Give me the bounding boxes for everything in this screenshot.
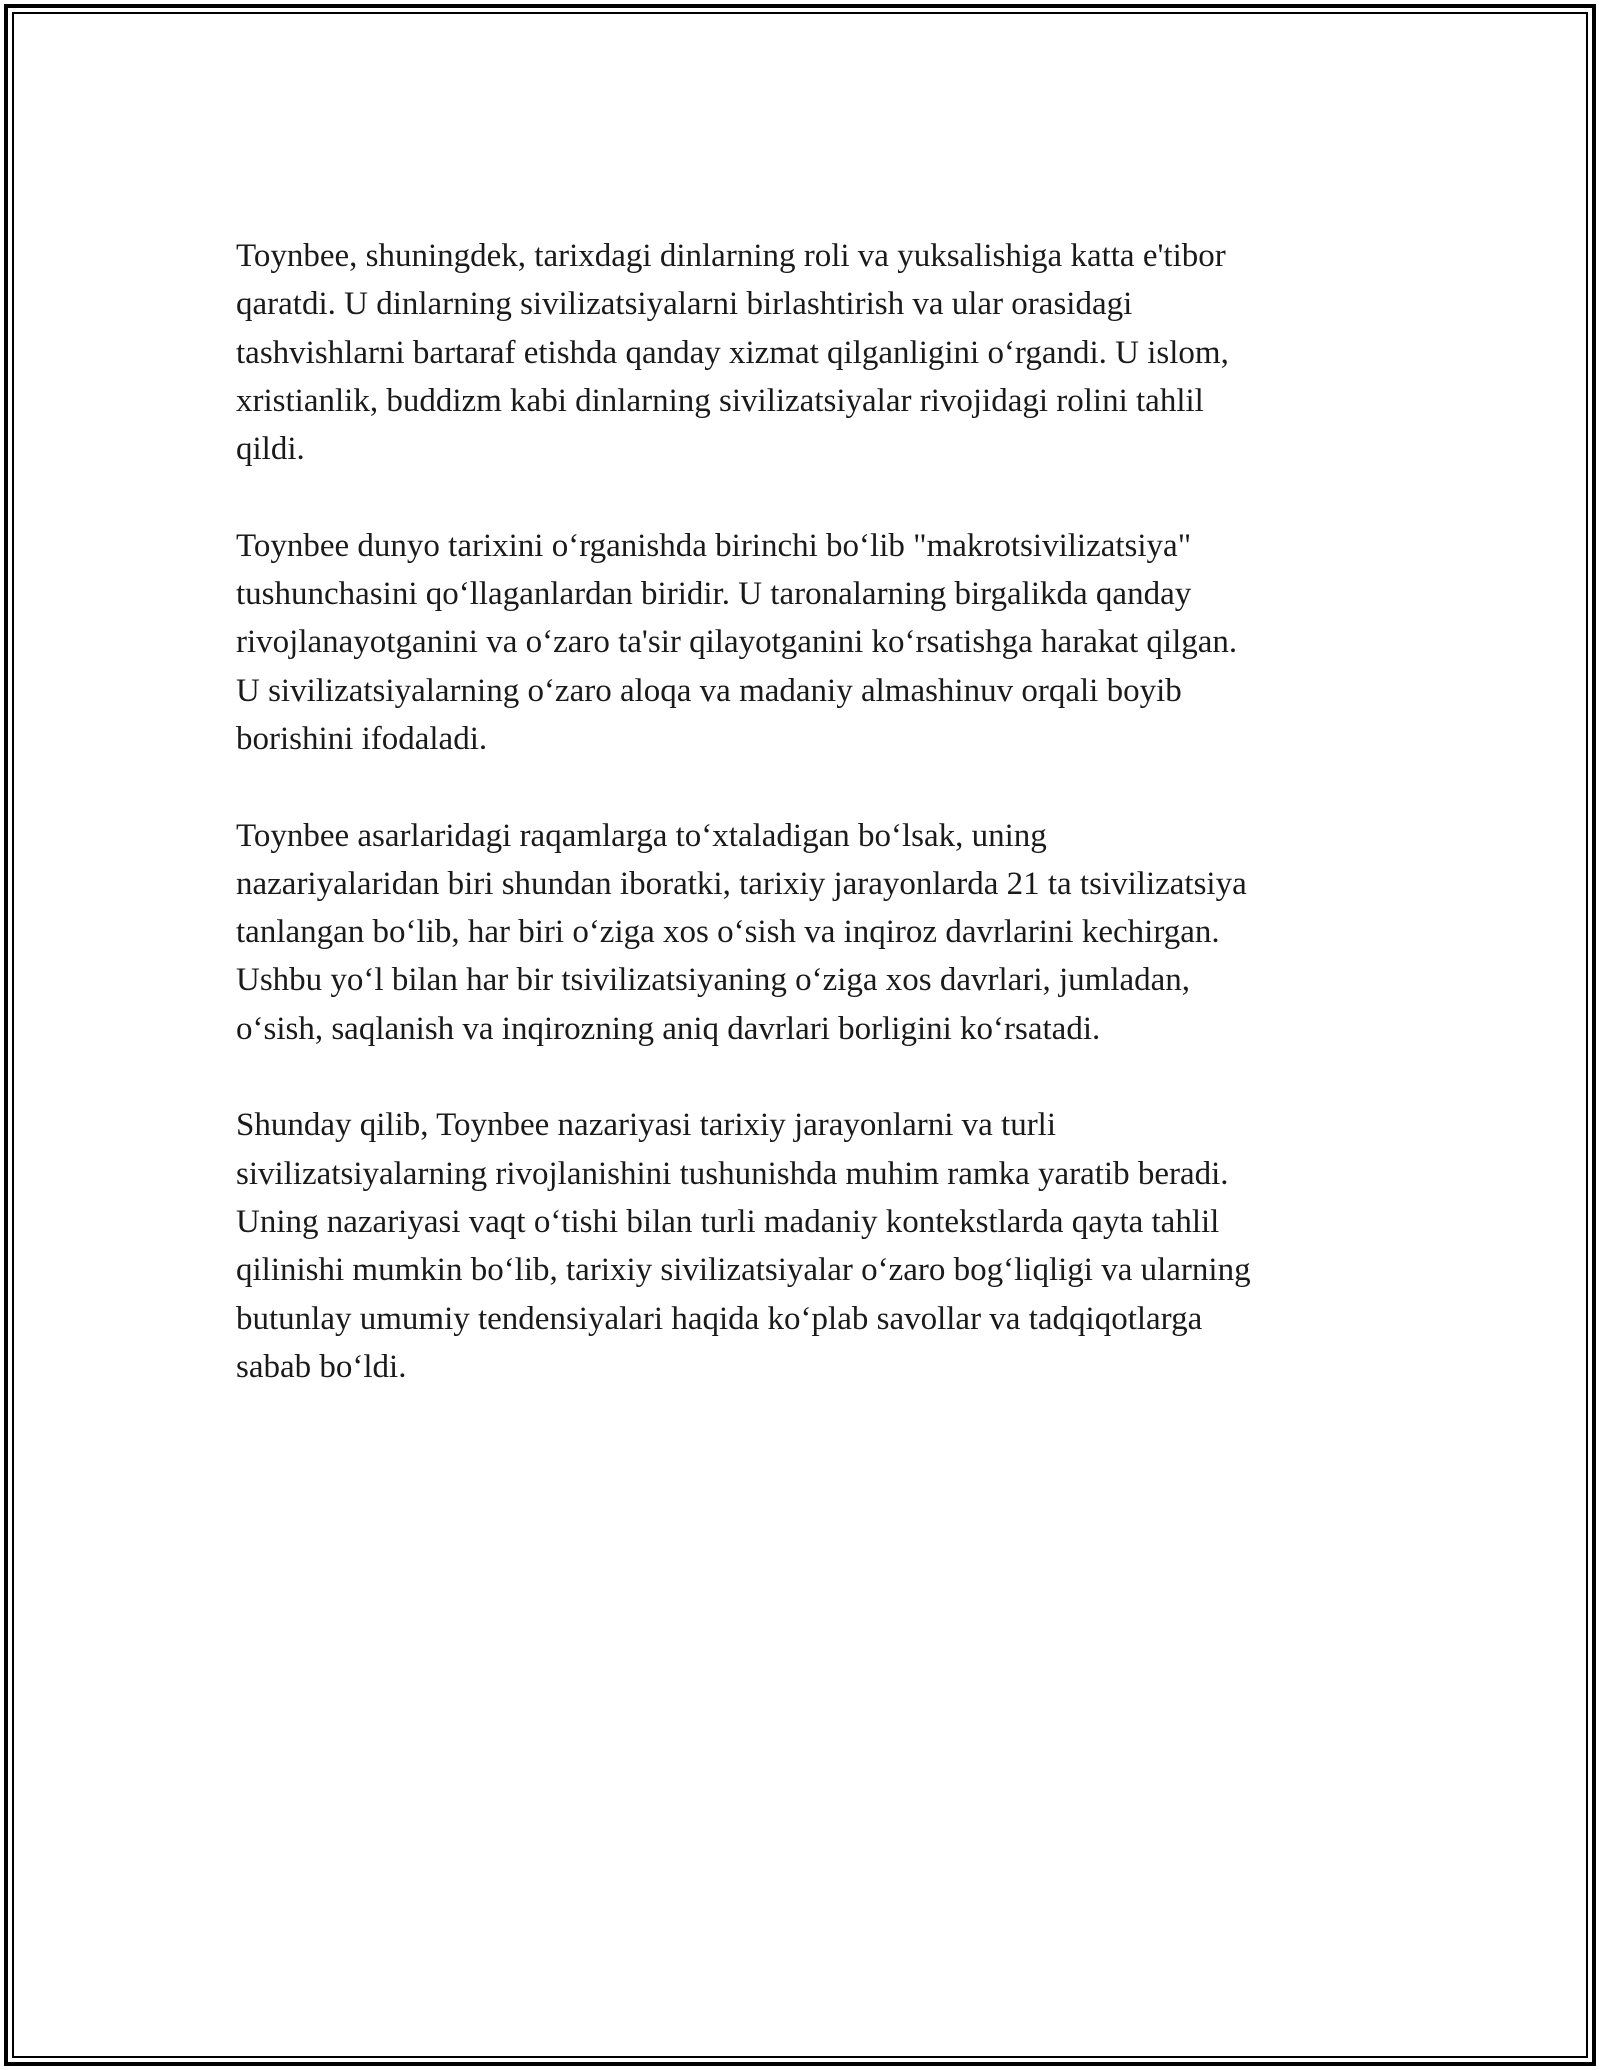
paragraph-civilization-count: Toynbee asarlaridagi raqamlarga to‘xtaladigan bo‘lsak, uning nazariyalaridan biri shundan iboratki, tarixiy jarayonlarda 21 ta tsivilizatsiya tanlangan bo‘lib, har biri o‘ziga xos o‘sish va inqiroz davrlarini kechirgan. Ushbu yo‘l bilan har bir tsivilizatsiyaning o‘ziga xos davrlari, jumladan, o‘sish, saqlanish va inqirozning aniq davrlari borligini ko‘rsatadi. <box>236 817 1247 1047</box>
document-body <box>236 232 1376 1439</box>
paragraph-religion: Toynbee, shuningdek, tarixdagi dinlarning roli va yuksalishiga katta e'tibor qaratdi. U dinlarning sivilizatsiyalarni birlashtirish va ular orasidagi tashvishlarni bartaraf etishda qanday xizmat qilganligini o‘rgandi. U islom, xristianlik, buddizm kabi dinlarning sivilizatsiyalar rivojidagi rolini tahlil qildi. <box>236 238 1229 468</box>
paragraph-macrocivilization: Toynbee dunyo tarixini o‘rganishda birinchi bo‘lib "makrotsivilizatsiya" tushunchasini qo‘llaganlardan biridir. U taronalarning birgalikda qanday rivojlanayotganini va o‘zaro ta'sir qilayotganini ko‘rsatishga harakat qilgan. U sivilizatsiyalarning o‘zaro aloqa va madaniy almashinuv orqali boyib borishini ifodaladi. <box>236 527 1238 757</box>
paragraph-conclusion: Shunday qilib, Toynbee nazariyasi tarixiy jarayonlarni va turli sivilizatsiyalarning rivojlanishini tushunishda muhim ramka yaratib beradi. Uning nazariyasi vaqt o‘tishi bilan turli madaniy kontekstlarda qayta tahlil qilinishi mumkin bo‘lib, tarixiy sivilizatsiyalar o‘zaro bog‘liqligi va ularning butunlay umumiy tendensiyalari haqida ko‘plab savollar va tadqiqotlarga sabab bo‘ldi. <box>236 1107 1251 1385</box>
